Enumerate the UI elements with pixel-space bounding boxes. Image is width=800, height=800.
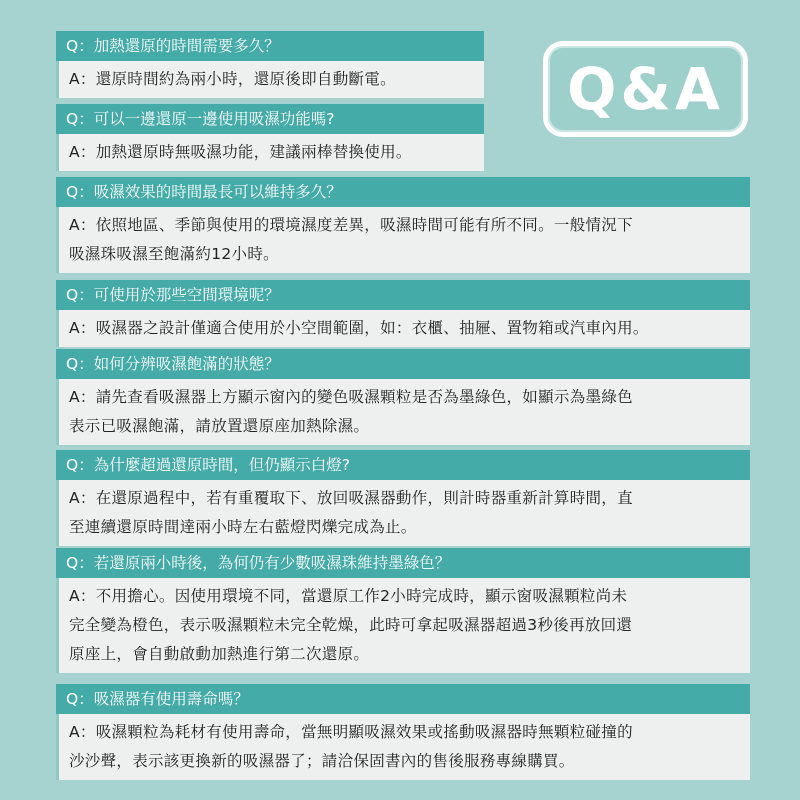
qa-item [56,31,484,98]
question-bar: Q：若還原兩小時後，為何仍有少數吸濕珠維持墨綠色？ [56,548,750,578]
answer-line: A：吸濕顆粒為耗材有使用壽命，當無明顯吸濕效果或搖動吸濕器時無顆粒碰撞的 [69,723,633,741]
question-bar: Q：吸濕效果的時間最長可以維持多久？ [56,177,750,207]
question-bar: Q：如何分辨吸濕飽滿的狀態？ [56,349,750,379]
answer-box [56,379,750,445]
answer-box [56,61,484,98]
qa-item [56,280,750,347]
answer-line: 原座上，會自動啟動加熱進行第二次還原。 [69,645,370,663]
qa-item [56,104,484,171]
answer-line: A：吸濕器之設計僅適合使用於小空間範圍，如：衣櫃、抽屜、置物箱或汽車內用。 [69,319,649,337]
answer-box [56,578,750,673]
answer-line: A：請先查看吸濕器上方顯示窗內的變色吸濕顆粒是否為墨綠色，如顯示為墨綠色 [69,388,633,406]
qa-badge: Q&A [543,41,748,137]
qa-item [56,349,750,445]
answer-box [56,310,750,347]
question-bar: Q：吸濕器有使用壽命嗎？ [56,684,750,714]
answer-box [56,134,484,171]
qa-item [56,548,750,673]
answer-line: 表示已吸濕飽滿，請放置還原座加熱除濕。 [69,417,370,435]
answer-line: A：在還原過程中，若有重覆取下、放回吸濕器動作，則計時器重新計算時間，直 [69,489,633,507]
answer-box [56,480,750,546]
question-bar: Q：加熱還原的時間需要多久？ [56,31,484,61]
question-bar: Q：可以一邊還原一邊使用吸濕功能嗎? [56,104,484,134]
question-bar: Q：為什麼超過還原時間，但仍顯示白燈? [56,450,750,480]
question-bar: Q：可使用於那些空間環境呢？ [56,280,750,310]
answer-box [56,207,750,273]
answer-line: A：不用擔心。因使用環境不同，當還原工作2小時完成時，顯示窗吸濕顆粒尚未 [69,587,628,605]
answer-line: 完全變為橙色，表示吸濕顆粒未完全乾燥，此時可拿起吸濕器超過3秒後再放回還 [69,616,633,634]
qa-item [56,177,750,273]
answer-box [56,714,750,780]
answer-line: 至連續還原時間達兩小時左右藍燈閃爍完成為止。 [69,518,417,536]
qa-item [56,684,750,780]
qa-item [56,450,750,546]
answer-line: 沙沙聲，表示該更換新的吸濕器了；請洽保固書內的售後服務專線購買。 [69,752,575,770]
answer-line: A：還原時間約為兩小時，還原後即自動斷電。 [69,70,396,88]
answer-line: 吸濕珠吸濕至飽滿約12小時。 [69,245,279,263]
answer-line: A：加熱還原時無吸濕功能，建議兩棒替換使用。 [69,143,412,161]
answer-line: A：依照地區、季節與使用的環境濕度差異，吸濕時間可能有所不同。一般情況下 [69,216,633,234]
